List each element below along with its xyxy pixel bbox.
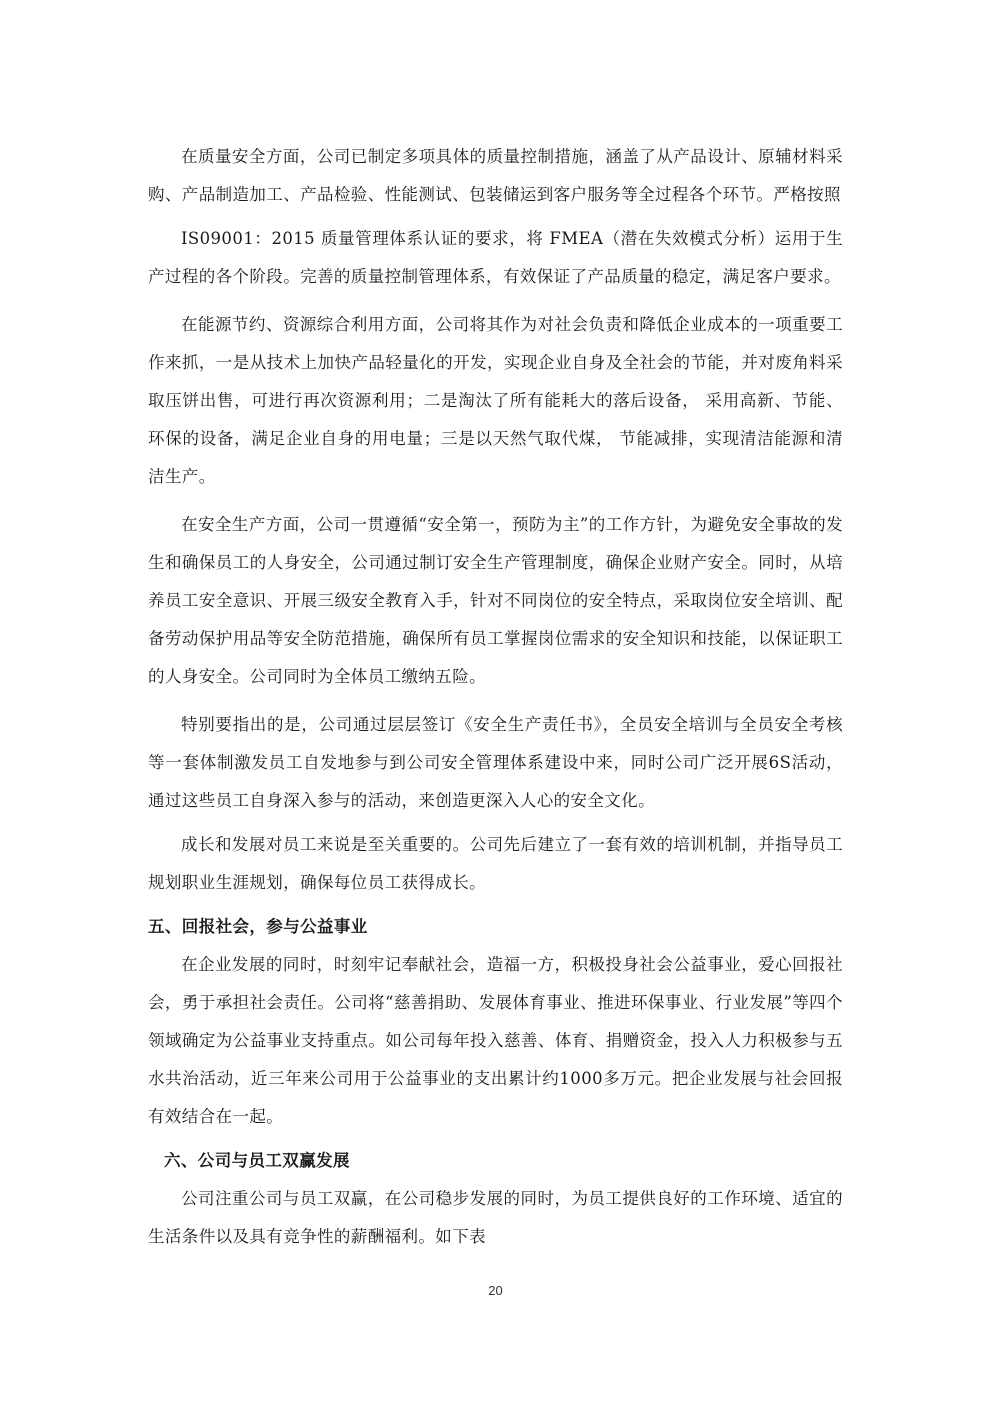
paragraph-public-welfare: 在企业发展的同时，时刻牢记奉献社会，造福一方，积极投身社会公益事业，爱心回报社会，勇于承担社会责任。公司将“慈善捐助、发展体育事业、推进环保事业、行业发展”等四个领域确定为公益事业支持重点。如公司每年投入慈善、体育、捐赠资金，投入人力积极参与五水共治活动，近三年来公司用于公益事业的支出累计约1000多万元。把企业发展与社会回报有效结合在一起。	[148, 955, 843, 1126]
paragraph-win-win: 公司注重公司与员工双赢，在公司稳步发展的同时，为员工提供良好的工作环境、适宜的生活条件以及具有竞争性的薪酬福利。如下表	[148, 1189, 843, 1246]
paragraph-quality-safety: 在质量安全方面，公司已制定多项具体的质量控制措施，涵盖了从产品设计、原辅材料采购、产品制造加工、产品检验、性能测试、包装储运到客户服务等全过程各个环节。严格按照	[148, 147, 843, 204]
paragraph-employee-growth: 成长和发展对员工来说是至关重要的。公司先后建立了一套有效的培训机制，并指导员工规划职业生涯规划，确保每位员工获得成长。	[148, 835, 843, 892]
page-number: 20	[488, 1283, 503, 1298]
paragraph-energy-saving: 在能源节约、资源综合利用方面，公司将其作为对社会负责和降低企业成本的一项重要工作来抓，一是从技术上加快产品轻量化的开发，实现企业自身及全社会的节能，并对废角料采取压饼出售，可进行再次资源利用；二是淘汰了所有能耗大的落后设备， 采用高新、节能、环保的设备，满足企业自身的用电量；三是以天然气取代煤， 节能减排，实现清洁能源和清洁生产。	[148, 315, 843, 486]
paragraph-iso9001: IS09001：2015 质量管理体系认证的要求，将 FMEA（潜在失效模式分析）运用于生产过程的各个阶段。完善的质量控制管理体系，有效保证了产品质量的稳定，满足客户要求。	[148, 229, 843, 286]
paragraph-production-safety: 在安全生产方面，公司一贯遵循“安全第一，预防为主”的工作方针，为避免安全事故的发生和确保员工的人身安全，公司通过制订安全生产管理制度，确保企业财产安全。同时，从培养员工安全意识、开展三级安全教育入手，针对不同岗位的安全特点，采取岗位安全培训、配备劳动保护用品等安全防范措施，确保所有员工掌握岗位需求的安全知识和技能，以保证职工的人身安全。公司同时为全体员工缴纳五险。	[148, 515, 843, 686]
paragraph-safety-culture: 特别要指出的是，公司通过层层签订《安全生产责任书》，全员安全培训与全员安全考核等一套体制激发员工自发地参与到公司安全管理体系建设中来，同时公司广泛开展6S活动，通过这些员工自身深入参与的活动，来创造更深入人心的安全文化。	[148, 715, 843, 810]
section-heading-five: 五、回报社会，参与公益事业	[148, 917, 368, 936]
page-body	[148, 138, 843, 1262]
section-heading-six: 六、公司与员工双赢发展	[164, 1151, 350, 1170]
